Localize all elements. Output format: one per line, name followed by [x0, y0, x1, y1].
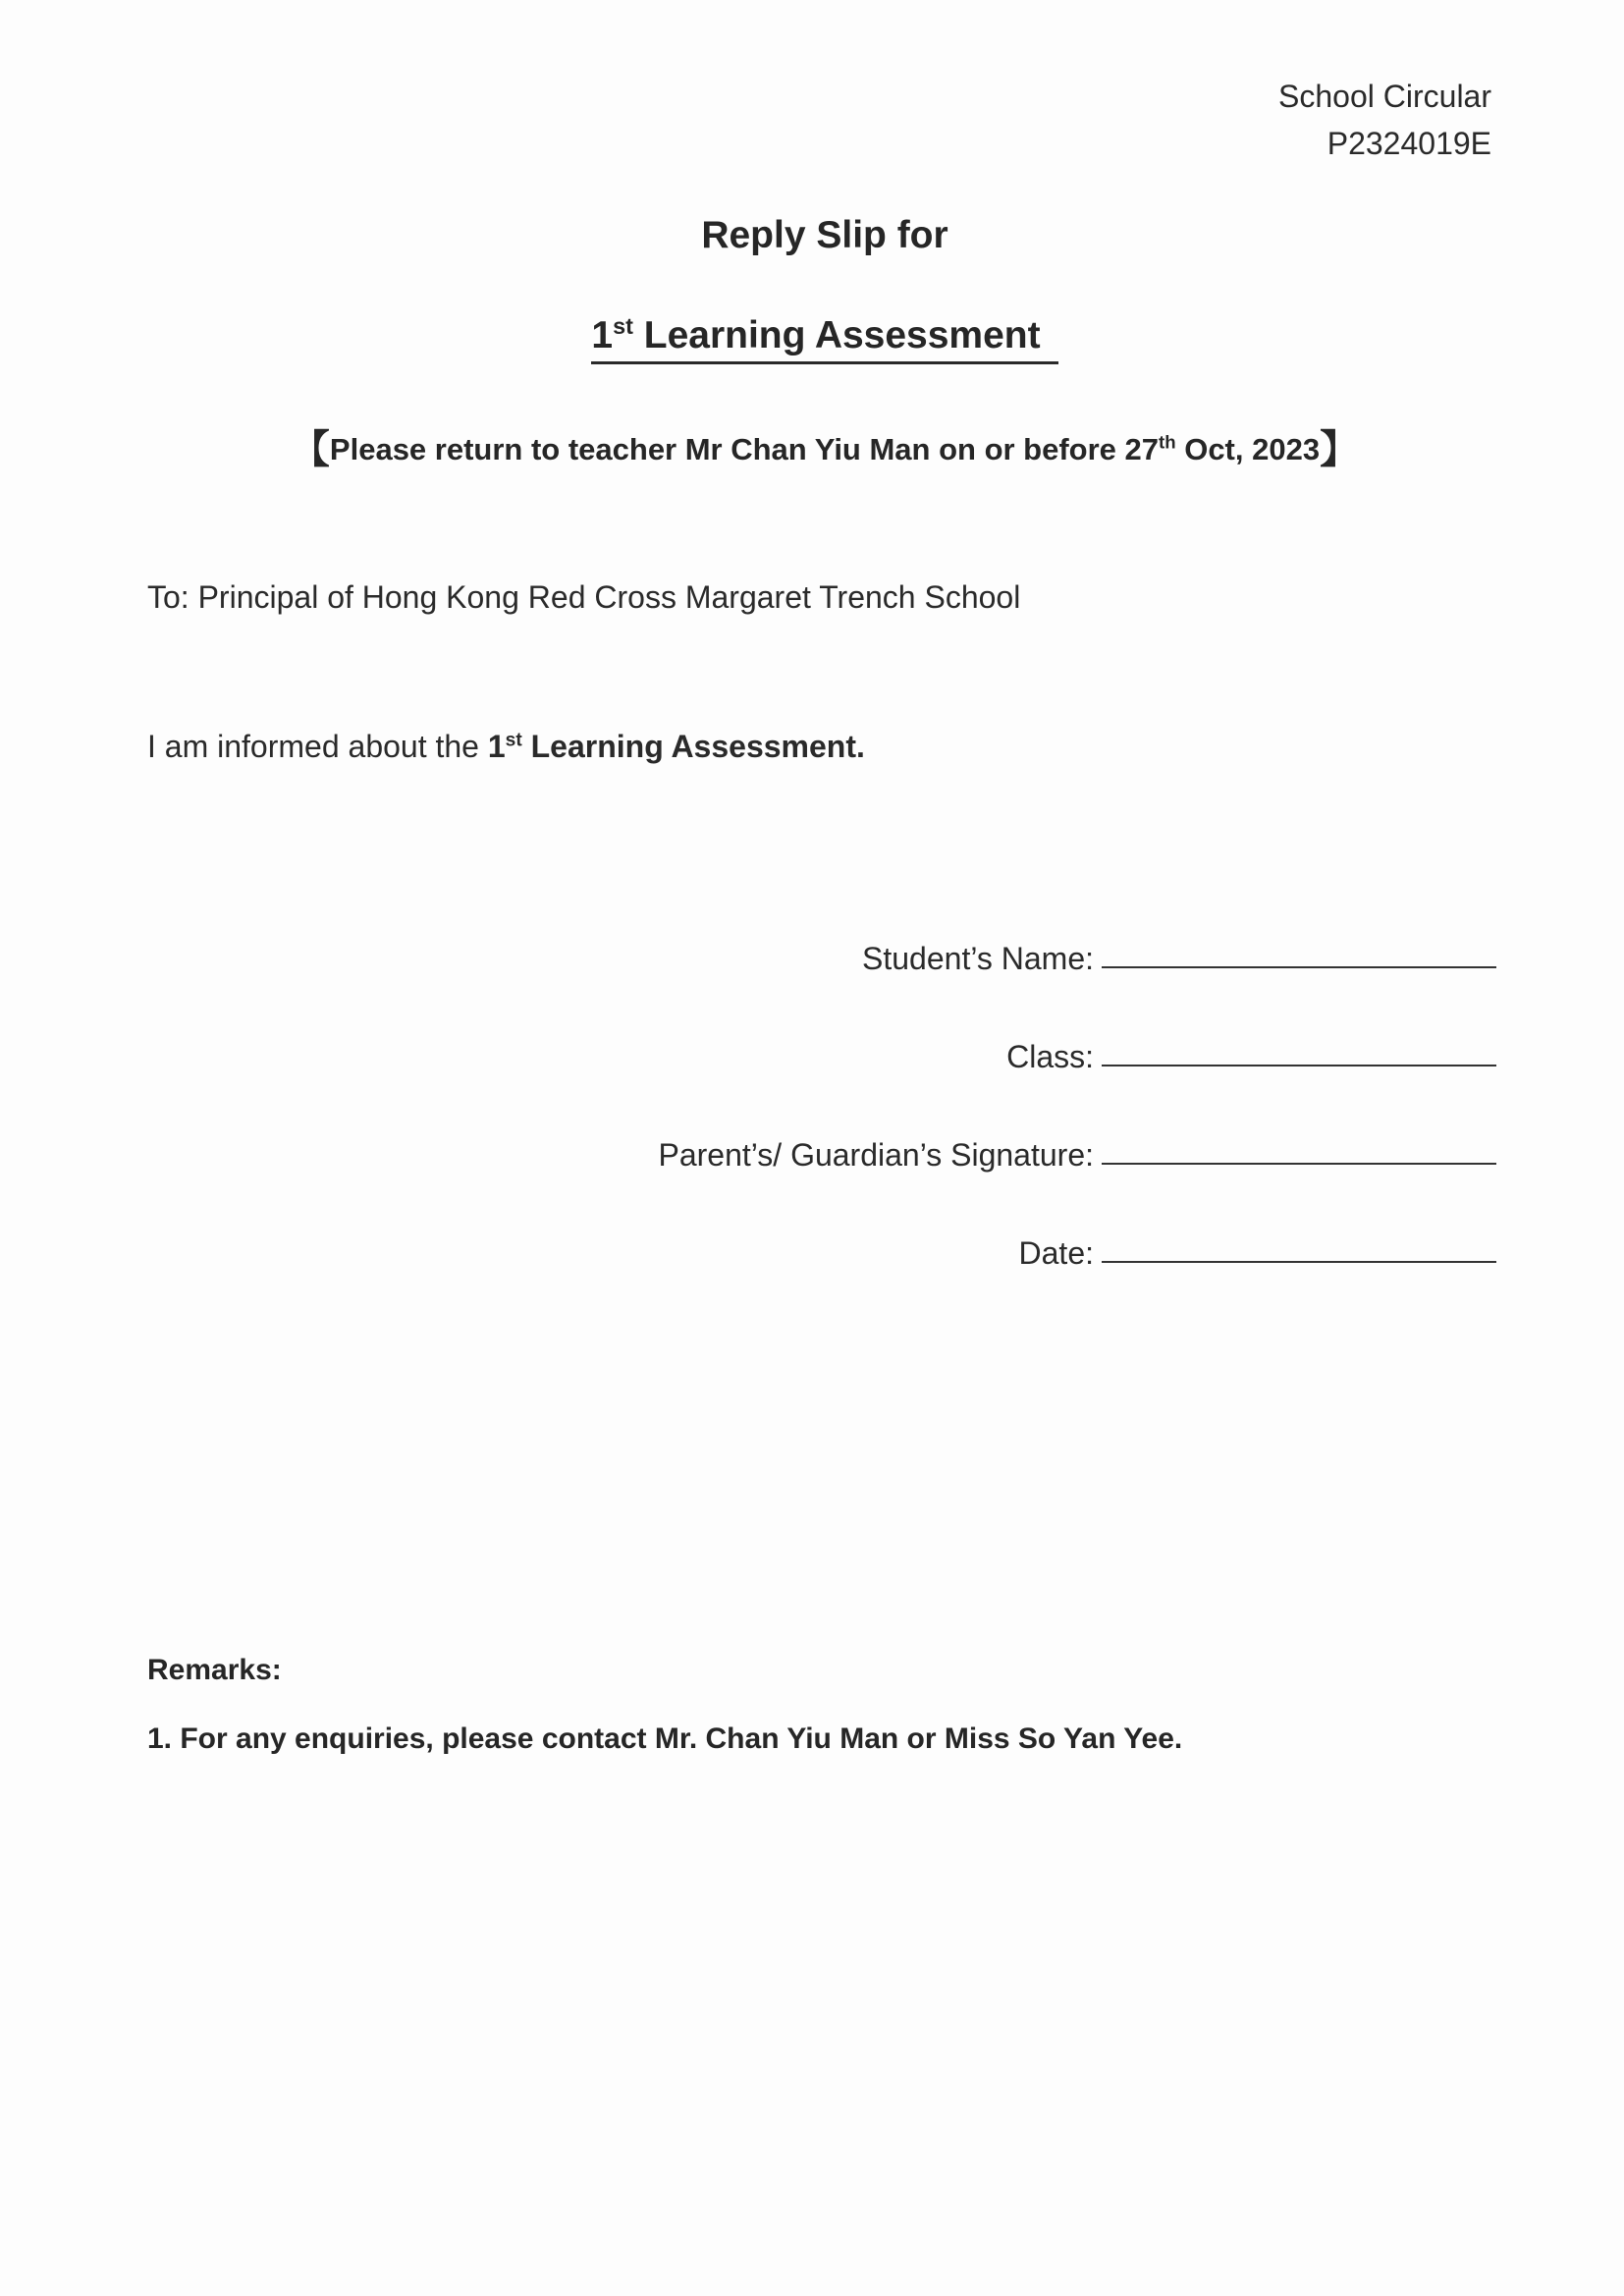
circular-code: P2324019E	[1326, 126, 1491, 161]
signature-label: Parent’s/ Guardian’s Signature:	[658, 1137, 1094, 1173]
return-note-text: Please return to teacher Mr Chan Yiu Man on or before 27	[329, 432, 1160, 466]
student-name-blank[interactable]	[1102, 931, 1496, 968]
title-ordinal-suffix: st	[613, 313, 633, 339]
title-ordinal: 1	[591, 314, 614, 356]
circular-header	[1278, 73, 1491, 167]
class-label: Class:	[1006, 1039, 1094, 1074]
remark-item-1: 1. For any enquiries, please contact Mr. Chan Yiu Man or Miss So Yan Yee.	[147, 1722, 1183, 1755]
title-assessment-text: Learning Assessment	[632, 314, 1041, 356]
student-name-label: Student’s Name:	[862, 941, 1094, 976]
title-reply-slip: Reply Slip for	[701, 214, 948, 256]
date-label: Date:	[1018, 1235, 1094, 1271]
title-assessment	[591, 314, 1057, 364]
reply-fields	[514, 880, 1496, 1273]
addressee-line: To: Principal of Hong Kong Red Cross Margaret Trench School	[147, 579, 1021, 615]
signature-blank[interactable]	[1102, 1127, 1496, 1165]
field-signature	[514, 1076, 1496, 1175]
informed-statement	[147, 729, 865, 765]
title-assessment-wrap	[0, 314, 1624, 364]
class-blank[interactable]	[1102, 1029, 1496, 1066]
informed-ordinal-suffix: st	[505, 730, 522, 751]
open-bracket: 【	[290, 428, 330, 471]
return-deadline-note	[0, 418, 1624, 474]
return-note-date: Oct, 2023	[1175, 432, 1321, 466]
field-date	[514, 1175, 1496, 1273]
informed-assessment: Learning Assessment.	[521, 729, 865, 764]
informed-ordinal: 1	[487, 729, 506, 764]
field-class	[514, 978, 1496, 1076]
date-suffix: th	[1159, 431, 1176, 453]
date-blank[interactable]	[1102, 1226, 1496, 1263]
field-student-name	[514, 880, 1496, 978]
circular-label: School Circular	[1278, 79, 1491, 114]
close-bracket: 】	[1320, 428, 1360, 471]
informed-text: I am informed about the	[147, 729, 488, 764]
remarks-title: Remarks:	[147, 1654, 282, 1686]
